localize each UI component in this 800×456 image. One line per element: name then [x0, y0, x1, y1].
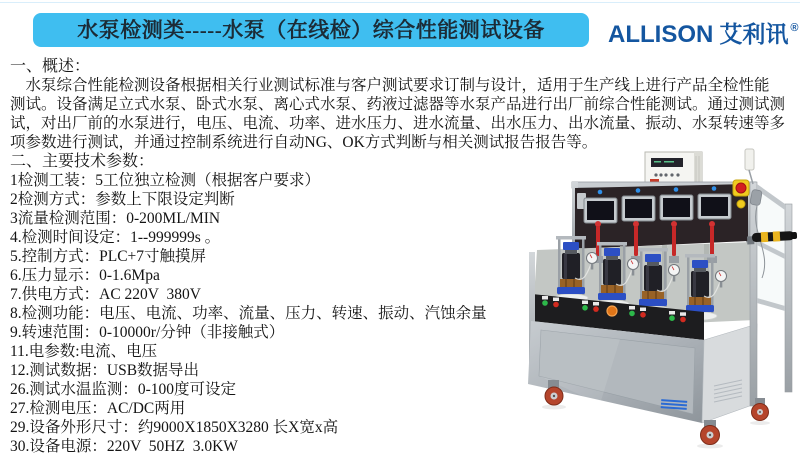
slide-top-border	[0, 2, 800, 3]
spec-item: 2检测方式：参数上下限设定判断	[10, 191, 235, 208]
overview-line: 试，对出厂前的水泵进行，电压、电流、功率、进水压力、进水流量、出水压力、出水流量、振动、水泵转速等多	[10, 115, 786, 132]
hand-sensor	[750, 189, 762, 206]
cabinet-side	[702, 324, 757, 423]
equipment-photo	[520, 148, 800, 450]
brand-label-plate	[661, 399, 688, 410]
brand-logo-cn: 艾利讯	[719, 21, 789, 47]
orange-power-button	[607, 306, 617, 316]
equipment-photo-illustration	[520, 148, 800, 450]
spec-item: 29.设备外形尺寸：约9000X1850X3280 长X宽x高	[10, 419, 339, 436]
overview-line: 水泵综合性能检测设备根据相关行业测试标准与客户测试要求订制与设计，适用于生产线上进行产品全检性能	[10, 77, 770, 94]
station-screen	[660, 195, 693, 220]
brand-logo	[608, 16, 798, 48]
spec-item: 4.检测时间设定：1--999999s 。	[10, 229, 221, 246]
spec-item: 1检测工装：5工位独立检测（根据客户要求）	[10, 172, 321, 189]
spec-item: 26.测试水温监测：0-100度可设定	[10, 381, 237, 398]
signal-tower	[745, 149, 754, 170]
spec-item: 6.压力显示：0-1.6Mpa	[10, 267, 160, 284]
indicator-dot	[674, 187, 679, 192]
spec-item: 9.转速范围：0-10000r/分钟（非接触式）	[10, 324, 285, 341]
spec-item: 7.供电方式：AC 220V 380V	[10, 286, 201, 303]
station-screen	[698, 194, 731, 219]
registered-mark: ®	[790, 22, 799, 34]
station-screen	[622, 196, 655, 221]
spec-item: 12.测试数据：USB数据导出	[10, 362, 200, 379]
side-safety-frame	[745, 149, 797, 406]
station-screen	[584, 198, 617, 223]
indicator-dot	[598, 190, 603, 195]
overview-heading: 一、概述：	[10, 58, 91, 75]
brand-logo-en: ALLISON	[608, 21, 714, 48]
page-title: 水泵检测类-----水泵（在线检）综合性能测试设备	[33, 13, 589, 47]
spec-item: 11.电参数:电流、电压	[10, 343, 158, 360]
spec-item: 8.检测功能：电压、电流、功率、流量、压力、转速、振动、汽蚀余量	[10, 305, 487, 322]
spec-item: 3流量检测范围：0-200ML/MIN	[10, 210, 221, 227]
indicator-dot	[636, 188, 641, 193]
spec-item: 27.检测电压：AC/DC两用	[10, 400, 186, 417]
overview-line: 测试。设备满足立式水泵、卧式水泵、离心式水泵、药液过滤器等水泵产品进行出厂前综合性能测试。通过测试测	[10, 96, 786, 113]
spec-item: 5.控制方式：PLC+7寸触摸屏	[10, 248, 207, 265]
specs-heading: 二、主要技术参数：	[10, 153, 155, 170]
overview-line: 项参数进行测试，并通过控制系统进行自动NG、OK方式判断与相关测试报告报告等。	[10, 134, 598, 151]
indicator-dot	[712, 186, 717, 191]
caster-wheel	[701, 420, 720, 445]
display-panel	[575, 180, 749, 249]
spec-item: 30.设备电源：220V 50HZ 3.0KW	[10, 438, 238, 455]
bench-power-supply	[645, 152, 702, 186]
